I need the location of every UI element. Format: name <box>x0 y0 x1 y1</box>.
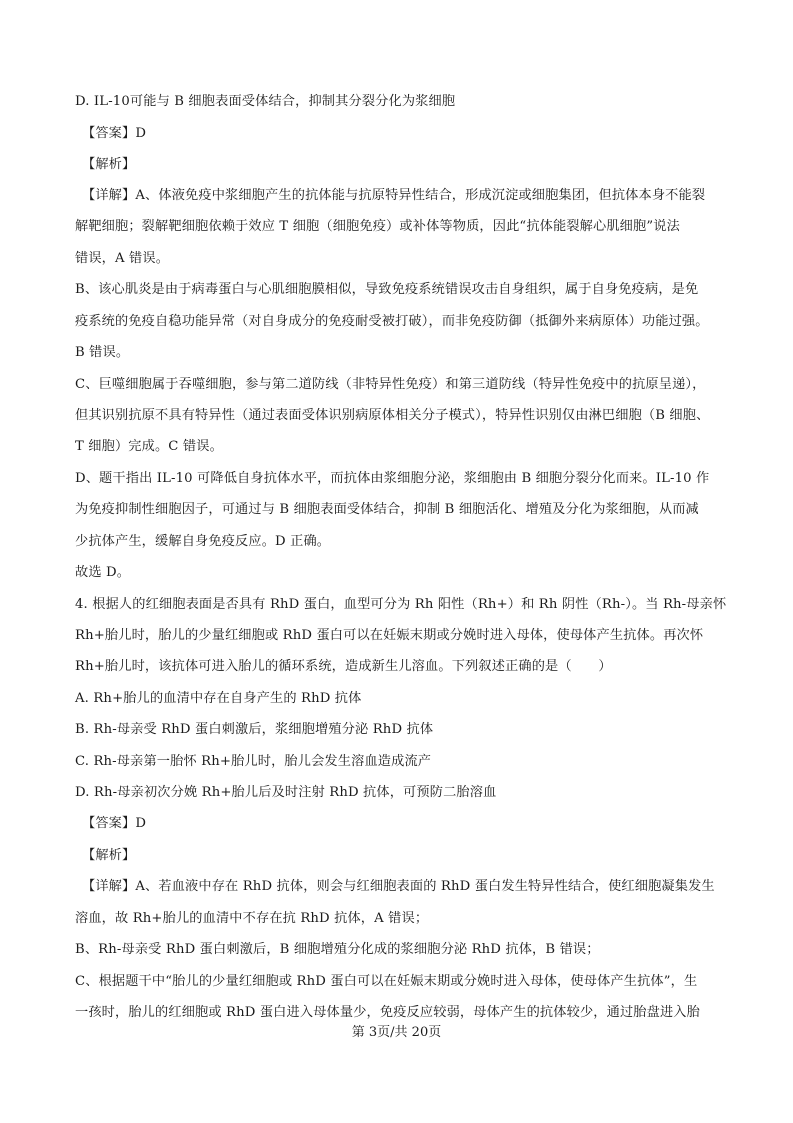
question-4-stem: 4. 根据人的红细胞表面是否具有 RhD 蛋白，血型可分为 Rh 阳性（Rh+）和 Rh 阴性（Rh-）。当 Rh-母亲怀 <box>75 597 727 612</box>
explanation-line: 一孩时，胎儿的红细胞或 RhD 蛋白进入母体量少，免疫反应较弱，母体产生的抗体较少，通过胎盘进入胎 <box>75 1005 700 1020</box>
option-a: A. Rh+胎儿的血清中存在自身产生的 RhD 抗体 <box>75 691 362 706</box>
explanation-line: B、该心肌炎是由于病毒蛋白与心肌细胞膜相似，导致免疫系统错误攻击自身组织，属于自身免疫病，是免 <box>75 282 699 297</box>
explanation-line: 解靶细胞；裂解靶细胞依赖于效应 T 细胞（细胞免疫）或补体等物质，因此“抗体能裂解心肌细胞”说法 <box>75 219 680 234</box>
question-4-stem: Rh+胎儿时，胎儿的少量红细胞或 RhD 蛋白可以在妊娠末期或分娩时进入母体，使母体产生抗体。再次怀 <box>75 628 704 643</box>
conclusion-line: 故选 D。 <box>75 565 131 580</box>
explanation-line: B、Rh-母亲受 RhD 蛋白刺激后，B 细胞增殖分化成的浆细胞分泌 RhD 抗体，B 错误； <box>75 942 600 957</box>
option-d-line: D. IL-10可能与 B 细胞表面受体结合，抑制其分裂分化为浆细胞 <box>75 94 456 109</box>
answer-label: 【答案】D <box>82 816 147 831</box>
explanation-line: T 细胞）完成。C 错误。 <box>75 439 223 454</box>
explanation-line: 为免疫抑制性细胞因子，可通过与 B 细胞表面受体结合，抑制 B 细胞活化、增殖及分化为浆细胞，从而减 <box>75 502 699 517</box>
explanation-line: 溶血，故 Rh+胎儿的血清中不存在抗 RhD 抗体，A 错误； <box>75 911 429 926</box>
option-c: C. Rh-母亲第一胎怀 Rh+胎儿时，胎儿会发生溶血造成流产 <box>75 754 432 769</box>
explanation-line: B 错误。 <box>75 345 130 360</box>
explanation-line: C、根据题干中“胎儿的少量红细胞或 RhD 蛋白可以在妊娠末期或分娩时进入母体，使母体产生抗体”，生 <box>75 974 698 989</box>
page-footer: 第 3页/共 20页 <box>351 1025 442 1040</box>
explanation-line: 疫系统的免疫自稳功能异常（对自身成分的免疫耐受被打破），而非免疫防御（抵御外来病原体）功能过强。 <box>75 314 709 329</box>
explanation-line: C、巨噬细胞属于吞噬细胞，参与第二道防线（非特异性免疫）和第三道防线（特异性免疫中的抗原呈递）， <box>75 377 706 392</box>
analysis-label: 【解析】 <box>82 157 136 172</box>
analysis-label: 【解析】 <box>82 848 136 863</box>
explanation-line: D、题干指出 IL-10 可降低自身抗体水平，而抗体由浆细胞分泌，浆细胞由 B 细胞分裂分化而来。IL-10 作 <box>75 471 710 486</box>
explanation-line: 错误，A 错误。 <box>75 251 170 266</box>
explanation-line: 少抗体产生，缓解自身免疫反应。D 正确。 <box>75 534 331 549</box>
explanation-line: 但其识别抗原不具有特异性（通过表面受体识别病原体相关分子模式），特异性识别仅由淋巴细胞（B 细胞、 <box>75 408 710 423</box>
explanation-line: 【详解】A、若血液中存在 RhD 抗体，则会与红细胞表面的 RhD 蛋白发生特异性结合，使红细胞凝集发生 <box>82 879 715 894</box>
question-4-stem: Rh+胎儿时，该抗体可进入胎儿的循环系统，造成新生儿溶血。下列叙述正确的是（ ） <box>75 659 612 674</box>
explanation-line: 【详解】A、体液免疫中浆细胞产生的抗体能与抗原特异性结合，形成沉淀或细胞集团，但抗体本身不能裂 <box>82 188 706 203</box>
option-b: B. Rh-母亲受 RhD 蛋白刺激后，浆细胞增殖分泌 RhD 抗体 <box>75 722 434 737</box>
answer-label: 【答案】D <box>82 126 147 141</box>
option-d: D. Rh-母亲初次分娩 Rh+胎儿后及时注射 RhD 抗体，可预防二胎溶血 <box>75 785 497 800</box>
